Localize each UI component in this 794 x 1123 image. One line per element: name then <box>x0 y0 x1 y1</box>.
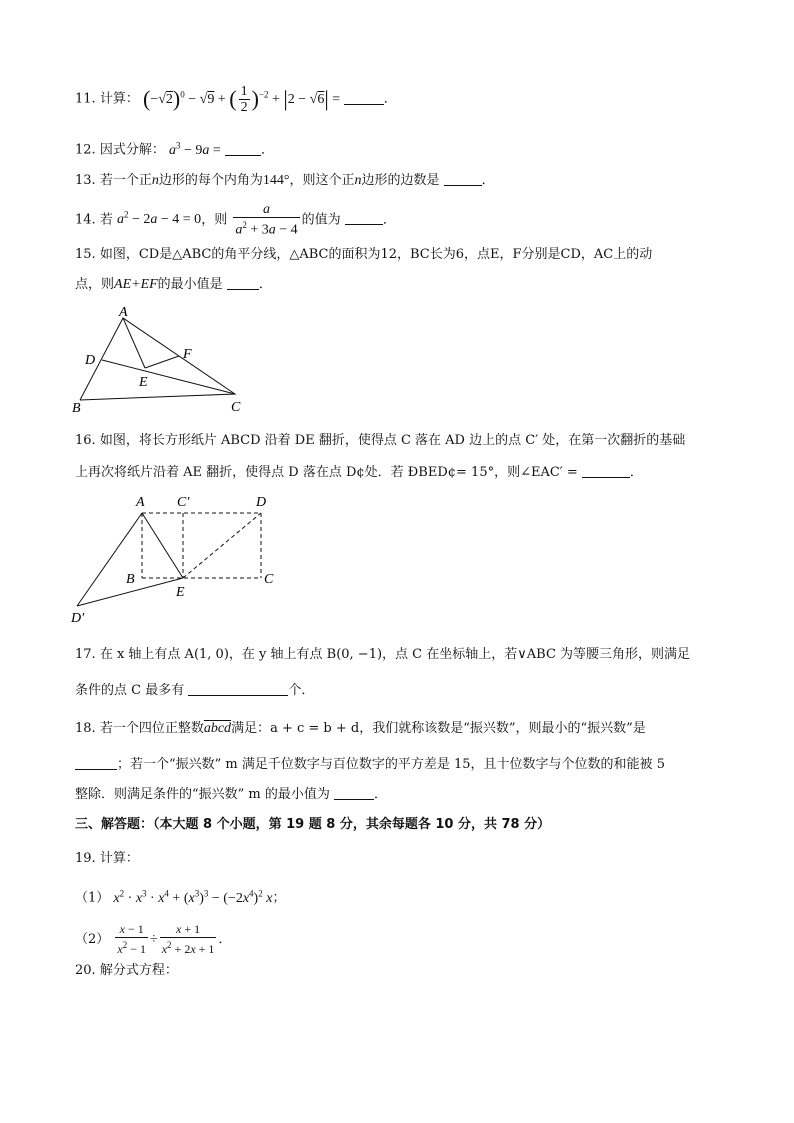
math-expression-12: $a^3 - 9a$ = <box>168 140 221 158</box>
answer-blank[interactable] <box>344 91 384 105</box>
answer-blank[interactable] <box>225 142 261 156</box>
question-19-part2: （2） $\frac{x - 1}{x^2 - 1}$ ÷ $\frac{x + 1}{x^2 + 2x + 1}$ ． <box>75 922 232 956</box>
figure-15-triangle <box>65 300 265 420</box>
answer-blank[interactable] <box>188 682 288 696</box>
question-13: 13. 若一个正n边形的每个内角为144°，则这个正n边形的边数是 ． <box>75 173 495 188</box>
label-D: D <box>256 495 267 510</box>
section-3-title: 三、解答题：（本大题 8 个小题，第 19 题 8 分，其余每题各 10 分，共 78 分） <box>75 817 551 832</box>
question-14: 14. 若 $a^2 - 2a - 4 = 0$，则 $\frac{a}{a^2 + 3a - 4}$ 的值为 ． <box>75 202 396 238</box>
question-16-line1: 16. 如图，将长方形纸片 ABCD 沿着 DE 翻折，使得点 C 落在 AD 边上的点 C′ 处，在第一次翻折的基础 <box>75 433 686 448</box>
label-B: B <box>72 401 81 416</box>
question-19-part1: （1） $x^2 \cdot x^3 \cdot x^4 + (x^3)^3 - (-2x^4)^2$ x； <box>75 888 286 906</box>
label-E: E <box>139 375 148 390</box>
question-18-line3: 整除．则满足条件的“振兴数” m 的最小值为 ． <box>75 787 388 802</box>
question-17-line2: 条件的点 C 最多有 个． <box>75 683 315 698</box>
label-B: B <box>126 572 135 587</box>
answer-blank[interactable] <box>582 464 630 478</box>
question-18-line1: 18. 若一个四位正整数abcd满足：a + c = b + d，我们就称该数是“振兴数”，则最小的“振兴数”是 <box>75 721 646 736</box>
question-18-line2: ；若一个“振兴数” m 满足千位数字与百位数字的平方差是 15，且十位数字与个位数的和能被 5 <box>75 756 665 774</box>
figure-16-rectangle <box>65 488 295 628</box>
answer-blank[interactable] <box>334 786 374 800</box>
label-A: A <box>119 305 128 320</box>
question-number: 11. <box>75 91 96 107</box>
label-D-prime: D′ <box>71 611 85 626</box>
label-C: C <box>231 400 241 415</box>
question-15-line2: 点，则AE+EF的最小值是 ． <box>75 277 272 292</box>
question-text: 计算： <box>99 91 139 107</box>
question-16-line2: 上再次将纸片沿着 AE 翻折，使得点 D 落在点 D¢处．若 ÐBED¢= 15°，则∠EAC′ = ． <box>75 465 643 480</box>
answer-blank[interactable] <box>345 211 383 225</box>
answer-blank[interactable] <box>75 756 117 770</box>
fraction: $\frac{a}{a^2 + 3a - 4}$ <box>235 202 298 238</box>
question-20: 20. 解分式方程： <box>75 963 178 978</box>
question-11: 11. 计算： $(-√2)^0 - √9$ + ( $\frac{1}{2}$ )$^{-2}$ + |2 − √6| = ． <box>75 84 397 115</box>
question-15-line1: 15. 如图，CD是△ABC的角平分线，△ABC的面积为12，BC长为6，点E，F分别是CD，AC上的动 <box>75 247 653 262</box>
label-C: C <box>264 572 274 587</box>
label-D: D <box>85 353 96 368</box>
answer-blank[interactable] <box>227 276 259 290</box>
label-C-prime: C′ <box>177 495 190 510</box>
question-17-line1: 17. 在 x 轴上有点 A(1, 0)，在 y 轴上有点 B(0, −1)，点 C 在坐标轴上，若∨ABC 为等腰三角形，则满足 <box>75 647 691 662</box>
label-E: E <box>176 585 185 600</box>
answer-blank[interactable] <box>444 172 482 186</box>
math-expression-11: $(-√2)^0 - √9$ + ( $\frac{1}{2}$ )$^{-2}$ + |2 − √6| = <box>142 84 344 115</box>
question-19: 19. 计算： <box>75 851 139 866</box>
label-F: F <box>183 347 192 362</box>
label-A: A <box>136 495 145 510</box>
question-12: 12. 因式分解： $a^3 - 9a$ = ． <box>75 140 274 158</box>
